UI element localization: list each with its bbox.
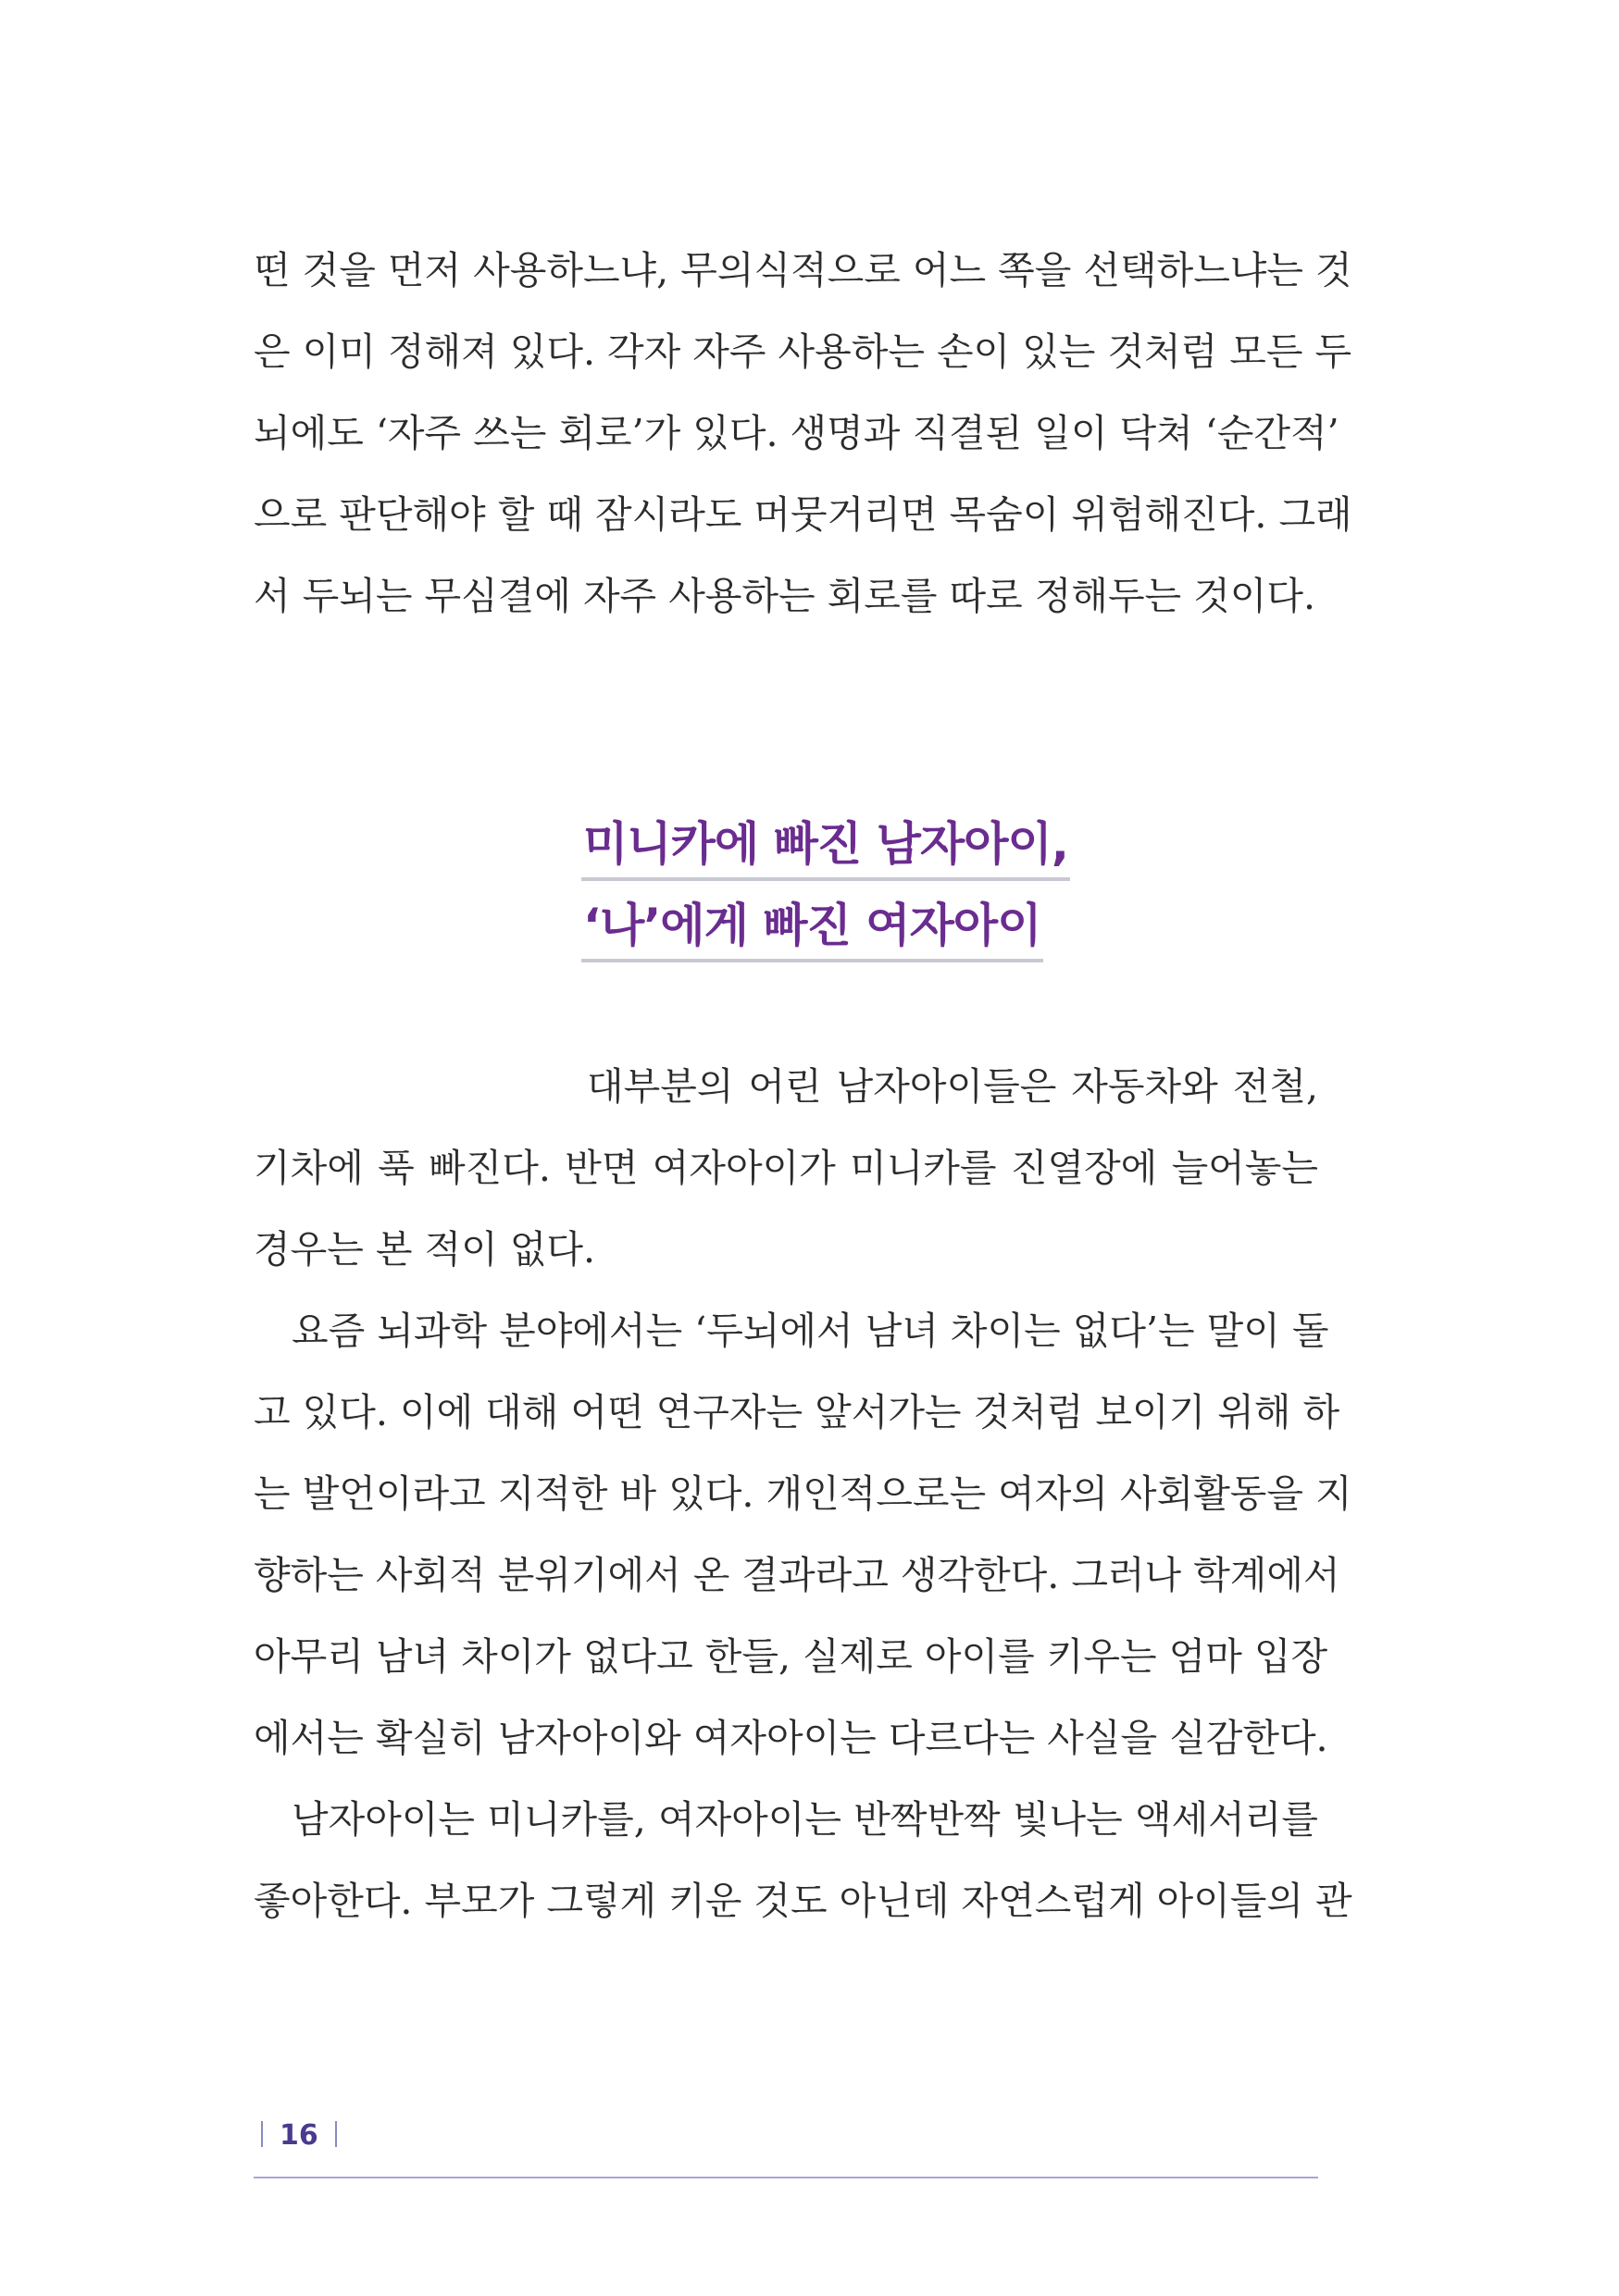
- paragraph-1-line: 서 두뇌는 무심결에 자주 사용하는 회로를 따로 정해두는 것이다.: [254, 574, 1316, 618]
- paragraph-1-line: 떤 것을 먼저 사용하느냐, 무의식적으로 어느 쪽을 선택하느냐는 것: [254, 248, 1352, 292]
- page-number-left-divider: [261, 2121, 263, 2147]
- paragraph-1-line: 뇌에도 ‘자주 쓰는 회로’가 있다. 생명과 직결된 일이 닥쳐 ‘순간적’: [254, 411, 1339, 455]
- paragraph-3-line: 향하는 사회적 분위기에서 온 결과라고 생각한다. 그러나 학계에서: [254, 1553, 1340, 1597]
- footer-rule: [254, 2177, 1318, 2178]
- paragraph-4-line: 남자아이는 미니카를, 여자아이는 반짝반짝 빛나는 액세서리를: [292, 1797, 1318, 1842]
- paragraph-3-line: 요즘 뇌과학 분야에서는 ‘두뇌에서 남녀 차이는 없다’는 말이 돌: [292, 1309, 1329, 1353]
- paragraph-2-line: 대부분의 어린 남자아이들은 자동차와 전철,: [587, 1064, 1318, 1109]
- paragraph-1-line: 은 이미 정해져 있다. 각자 자주 사용하는 손이 있는 것처럼 모든 두: [254, 329, 1352, 374]
- section-heading-line-2: ‘나’에게 빠진 여자아이: [581, 896, 1043, 962]
- paragraph-4-line: 좋아한다. 부모가 그렇게 키운 것도 아닌데 자연스럽게 아이들의 관: [254, 1879, 1352, 1923]
- paragraph-2-line: 경우는 본 적이 없다.: [254, 1227, 595, 1272]
- paragraph-3-line: 는 발언이라고 지적한 바 있다. 개인적으로는 여자의 사회활동을 지: [254, 1471, 1352, 1516]
- page-number: [257, 2119, 354, 2152]
- paragraph-3-line: 에서는 확실히 남자아이와 여자아이는 다르다는 사실을 실감한다.: [254, 1716, 1328, 1760]
- paragraph-1-line: 으로 판단해야 할 때 잠시라도 머뭇거리면 목숨이 위험해진다. 그래: [254, 492, 1352, 537]
- paragraph-2-line: 기차에 푹 빠진다. 반면 여자아이가 미니카를 진열장에 늘어놓는: [254, 1146, 1318, 1190]
- page-number-value: 16: [280, 2119, 318, 2152]
- paragraph-3-line: 아무리 남녀 차이가 없다고 한들, 실제로 아이를 키우는 엄마 입장: [254, 1634, 1328, 1679]
- page-number-right-divider: [335, 2121, 337, 2147]
- paragraph-3-line: 고 있다. 이에 대해 어떤 연구자는 앞서가는 것처럼 보이기 위해 하: [254, 1390, 1340, 1434]
- section-heading-line-1: 미니카에 빠진 남자아이,: [581, 814, 1070, 881]
